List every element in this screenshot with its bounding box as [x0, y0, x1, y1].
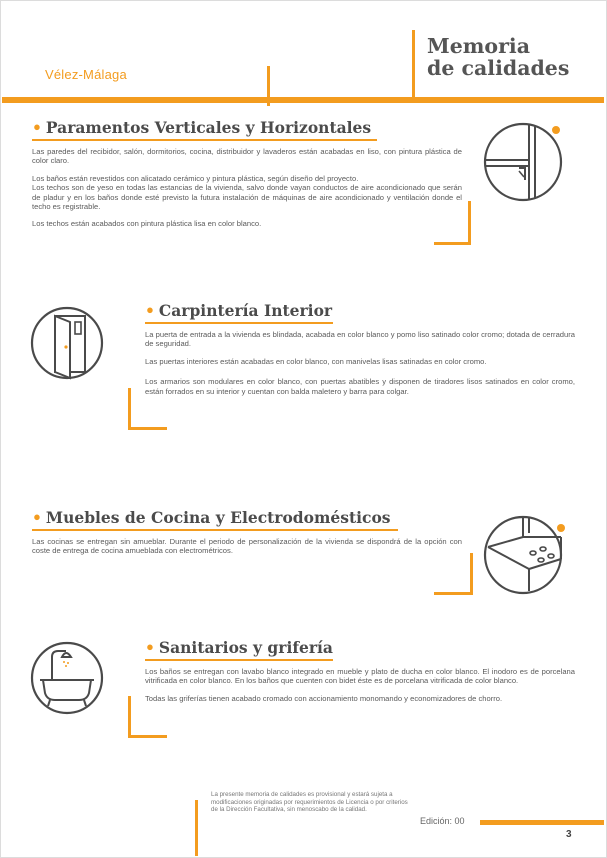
corner-accent-vertical [468, 201, 471, 245]
wall-corner-icon [483, 120, 568, 210]
bullet-icon: • [32, 118, 42, 137]
paragraph: Las paredes del recibidor, salón, dormitorios, cocina, distribuidor y lavaderos están acabadas en liso, con pintura plástica de color claro. [32, 147, 462, 166]
paragraph: Los techos están acabados con pintura plástica lisa en color blanco. [32, 219, 262, 229]
page-number: 3 [566, 829, 572, 840]
paragraph: Todas las griferías tienen acabado cromado con accionamiento monomando y economizadores de chorro. [145, 693, 503, 703]
paragraph: Las puertas interiores están acabadas en color blanco, con manivelas lisas satinadas en color cromo. [145, 356, 487, 366]
corner-accent-vertical [128, 696, 131, 738]
bullet-icon: • [32, 508, 42, 527]
footer-rule [480, 820, 604, 825]
paragraph: Los baños se entregan con lavabo blanco integrado en mueble y plato de ducha en color blanco. El inodoro es de porcelana vitrificada en color blanco. En los baños que cuenten con bidet éste es de porcelana vitrificada de color blanco. [145, 667, 575, 686]
footer-disclaimer: La presente memoria de calidades es provisional y estará sujeta a modificaciones originadas por requerimientos de Licencia o por criterios de la Dirección Facultativa, sin menoscabo de la calidad. [211, 791, 408, 814]
corner-accent-vertical [470, 553, 473, 595]
section-title-cocina [32, 508, 391, 527]
section-underline [32, 139, 377, 141]
door-icon [30, 300, 110, 390]
section-title-sanitarios [145, 638, 333, 657]
section-title-text: Sanitarios y grifería [158, 638, 333, 657]
section-body-cocina [32, 537, 462, 564]
corner-accent-horizontal [434, 242, 471, 245]
page-title [427, 35, 569, 79]
edition-label: Edición: 00 [420, 816, 465, 826]
section-title-text: Carpintería Interior [158, 301, 333, 320]
section-title-text: Muebles de Cocina y Electrodomésticos [45, 508, 391, 527]
page-title-line-2: de calidades [427, 56, 570, 80]
bullet-icon: • [145, 638, 155, 657]
corner-accent-horizontal [128, 427, 167, 430]
corner-accent-horizontal [128, 735, 167, 738]
section-underline [32, 529, 398, 531]
kitchen-stove-icon [483, 511, 568, 601]
footer-vertical-bar [195, 800, 198, 856]
bullet-icon: • [145, 301, 155, 320]
section-title-text: Paramentos Verticales y Horizontales [45, 118, 372, 137]
section-body-carpinteria [145, 330, 575, 404]
section-title-paramentos [32, 118, 371, 137]
section-body-sanitarios [145, 667, 575, 711]
section-body-paramentos [32, 147, 462, 237]
corner-accent-vertical [128, 388, 131, 430]
paragraph: Los armarios son modulares en color blanco, con puertas abatibles y disponen de tiradores lisos satinados en color cromo, están forrados en su interior y cuentan con balda maletero y barra para colgar. [145, 377, 575, 396]
header-vertical-bar-right [412, 30, 415, 100]
paragraph: La puerta de entrada a la vivienda es blindada, acabada en color blanco y pomo liso satinado color cromo; dotada de cerradura de seguridad. [145, 330, 575, 349]
page-title-line-1: Memoria [427, 34, 530, 58]
location-label: Vélez-Málaga [45, 67, 127, 82]
section-underline [145, 659, 333, 661]
header-rule [2, 97, 604, 103]
corner-accent-horizontal [434, 592, 473, 595]
section-underline [145, 322, 333, 324]
bathtub-shower-icon [30, 635, 110, 725]
paragraph: Las cocinas se entregan sin amueblar. Durante el periodo de personalización de la vivienda se dispondrá de la opción con coste de entrega de cocina amueblada con electrométricos. [32, 537, 462, 556]
paragraph: Los baños están revestidos con alicatado cerámico y pintura plástica, según diseño del proyecto. Los techos son de yeso en todas las estancias de la vivienda, salvo donde vayan conductos de aire acondicionado que serán de pladur y en los baños donde esté previsto la futura instalación de máquinas de aire acondicionado y ventilación donde el techo es registrable. [32, 173, 462, 212]
section-title-carpinteria [145, 301, 332, 320]
